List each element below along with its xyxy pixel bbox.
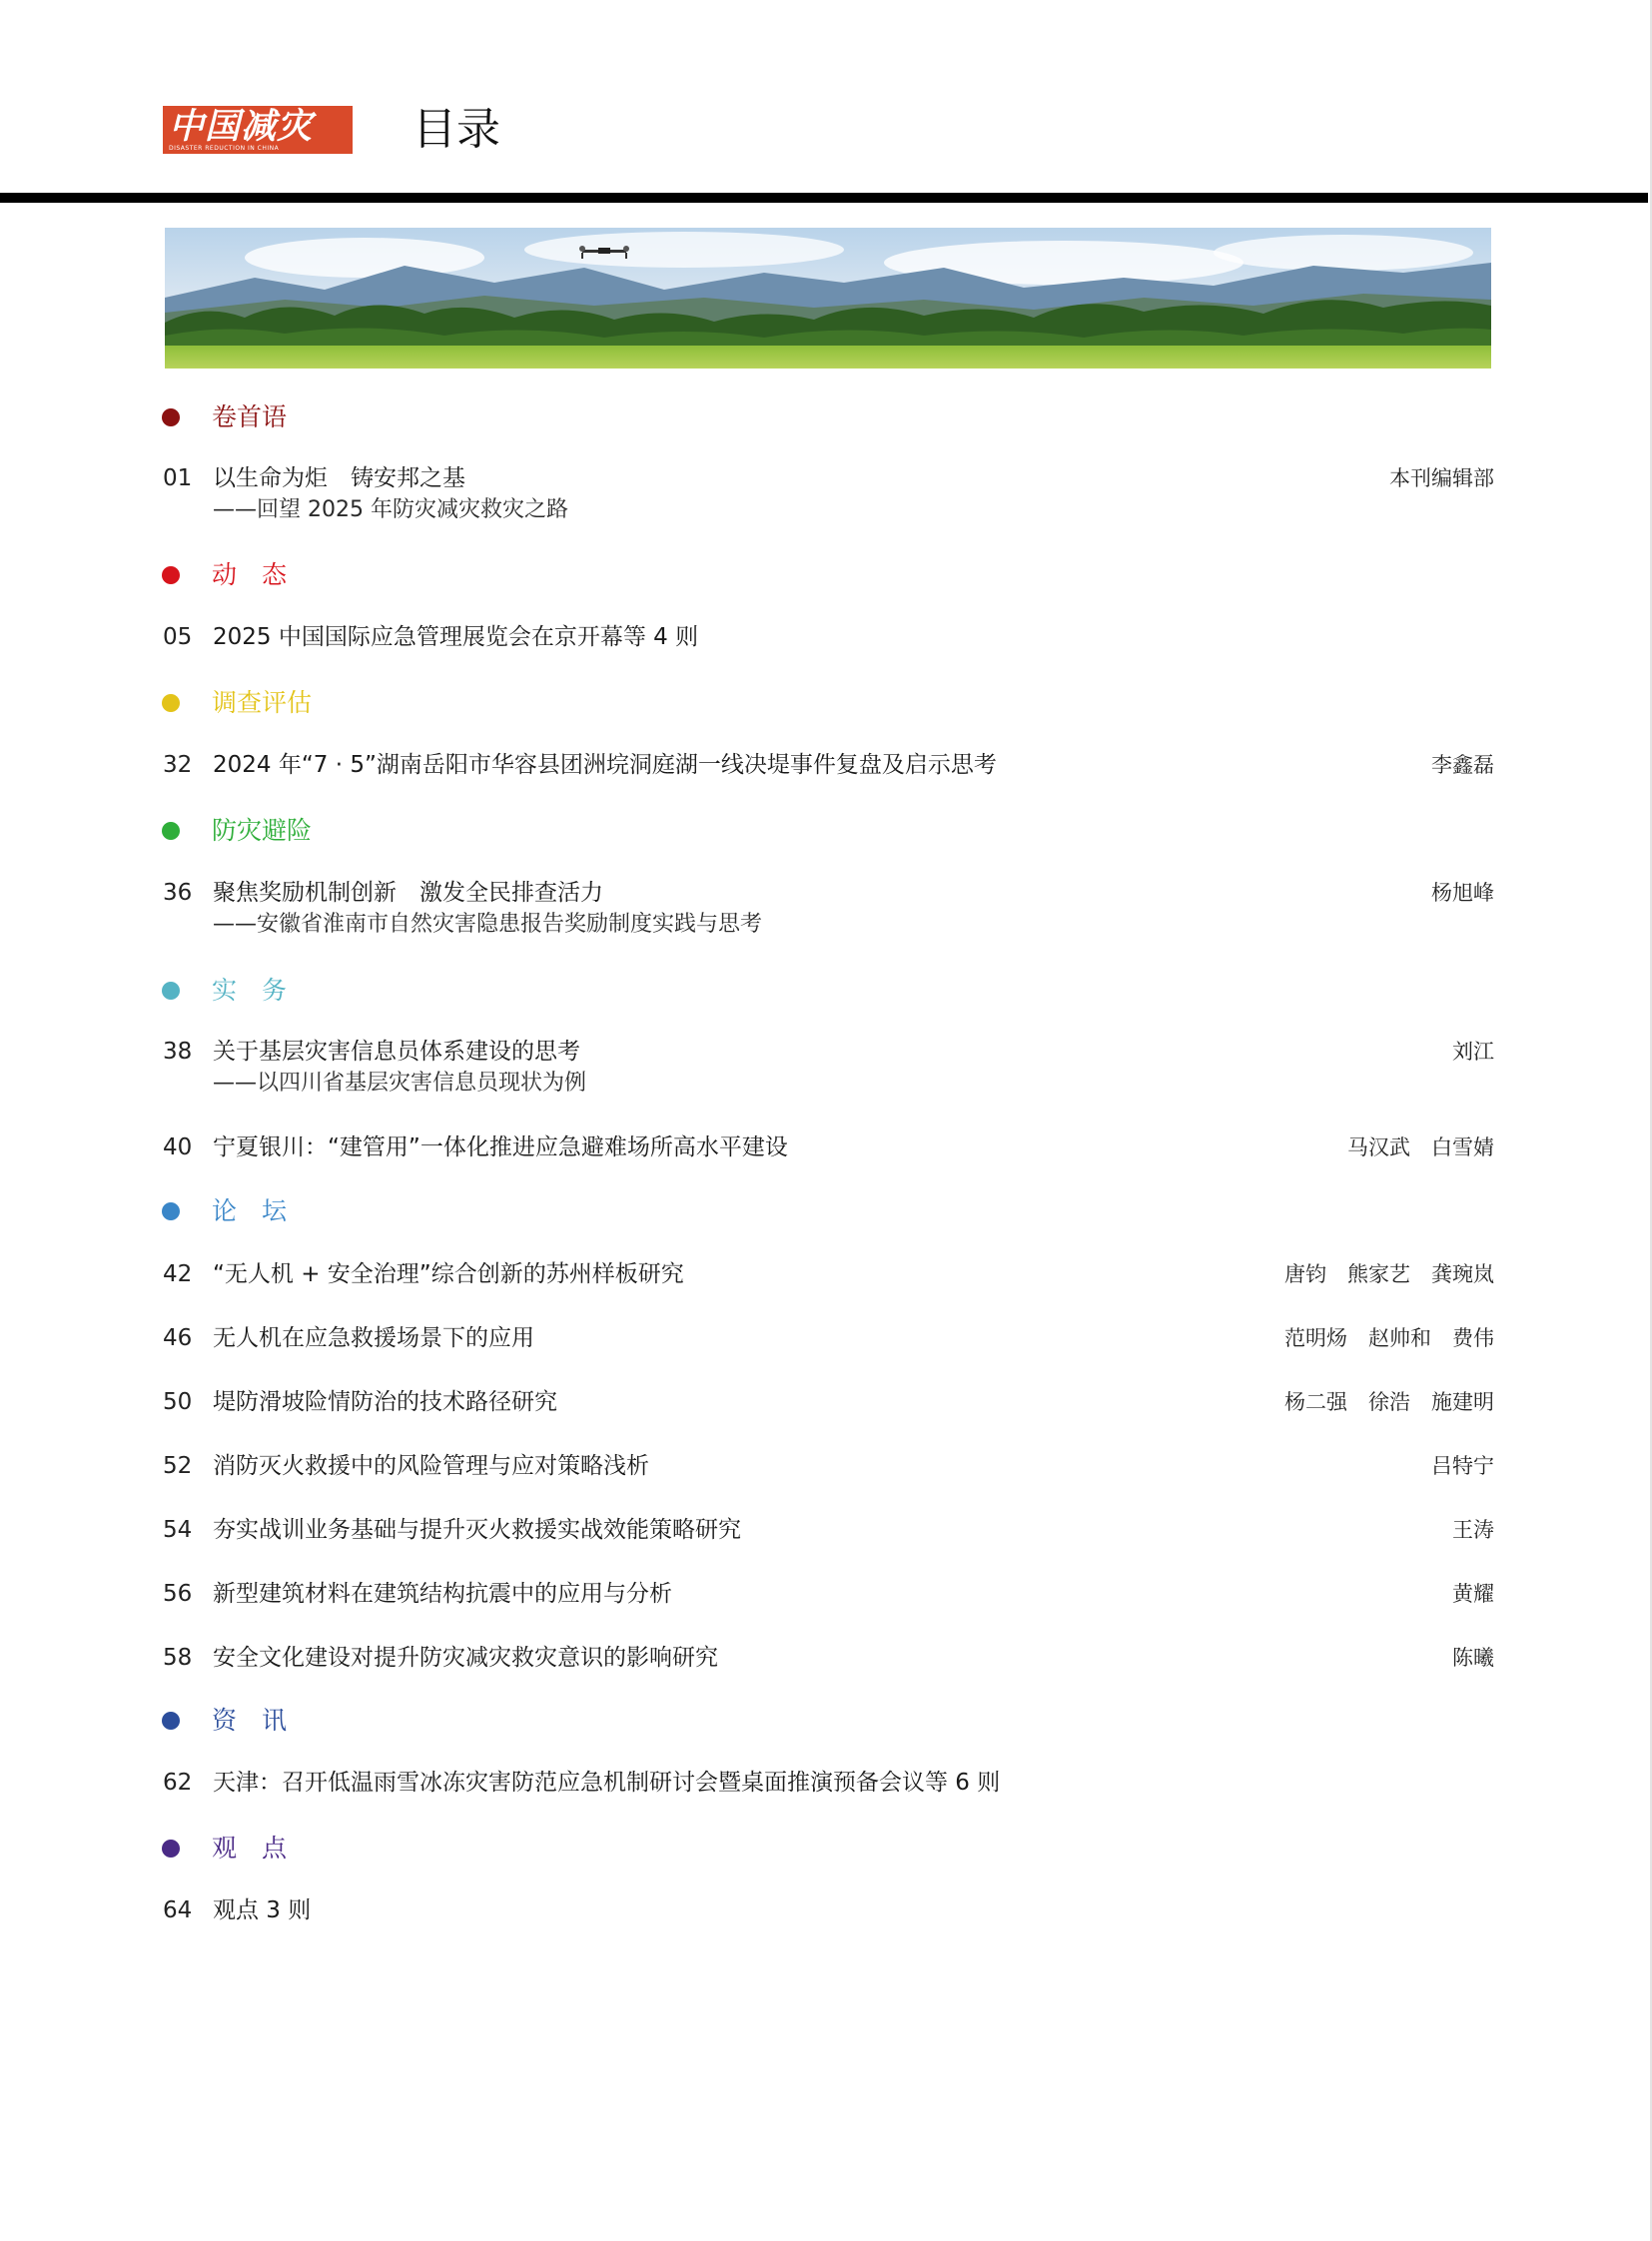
header-rule [0, 193, 1648, 203]
article-title: “无人机 + 安全治理”综合创新的苏州样板研究 [213, 1261, 684, 1287]
section-bullet-icon [162, 1840, 180, 1858]
section-label: 动 态 [212, 560, 288, 589]
article-subtitle: ——回望 2025 年防灾减灾救灾之路 [213, 497, 568, 522]
magazine-logo [163, 106, 353, 154]
article-title: 关于基层灾害信息员体系建设的思考 [213, 1039, 580, 1065]
section-label: 观 点 [212, 1834, 288, 1863]
page-number: 58 [163, 1645, 193, 1671]
section-header [0, 971, 1652, 1011]
section-bullet-icon [162, 694, 180, 712]
section-header [0, 1829, 1652, 1868]
page-number: 01 [163, 465, 193, 491]
article-subtitle: ——以四川省基层灾害信息员现状为例 [213, 1071, 587, 1096]
page-number: 54 [163, 1517, 193, 1543]
article-title: 消防灭火救援中的风险管理与应对策略浅析 [213, 1453, 649, 1479]
section-label: 论 坛 [212, 1196, 288, 1225]
article-title: 2025 中国国际应急管理展览会在京开幕等 4 则 [213, 624, 699, 650]
section-header [0, 397, 1652, 437]
logo-subtitle: DISASTER REDUCTION IN CHINA [169, 145, 280, 152]
article-title: 聚焦奖励机制创新 激发全民排查活力 [213, 880, 603, 906]
article-subtitle: ——安徽省淮南市自然灾害隐患报告奖励制度实践与思考 [213, 912, 763, 937]
section-label: 调查评估 [212, 688, 313, 717]
section-label: 资 讯 [212, 1706, 288, 1735]
page-number: 36 [163, 880, 193, 906]
article-authors: 刘江 [1452, 1040, 1494, 1064]
article-authors: 马汉武 白雪婧 [1347, 1135, 1494, 1159]
article-authors: 杨二强 徐浩 施建明 [1284, 1390, 1494, 1414]
page-title: 目录 [413, 104, 500, 155]
page-number: 46 [163, 1325, 193, 1351]
article-title: 天津：召开低温雨雪冰冻灾害防范应急机制研讨会暨桌面推演预备会议等 6 则 [213, 1770, 1001, 1796]
article-title: 以生命为炬 铸安邦之基 [213, 465, 465, 491]
article-authors: 范明炀 赵帅和 费伟 [1284, 1326, 1494, 1350]
section-bullet-icon [162, 1712, 180, 1730]
section-header [0, 811, 1652, 851]
page-number: 52 [163, 1453, 193, 1479]
section-bullet-icon [162, 408, 180, 426]
section-label: 实 务 [212, 976, 288, 1005]
article-title: 堤防滑坡险情防治的技术路径研究 [213, 1389, 557, 1415]
page-number: 40 [163, 1134, 193, 1160]
section-header [0, 555, 1652, 595]
article-title: 夯实战训业务基础与提升灭火救援实战效能策略研究 [213, 1517, 741, 1543]
article-title: 新型建筑材料在建筑结构抗震中的应用与分析 [213, 1581, 672, 1607]
article-authors: 吕特宁 [1431, 1454, 1494, 1478]
section-header [0, 683, 1652, 723]
section-label: 卷首语 [212, 402, 288, 431]
article-authors: 王涛 [1452, 1518, 1494, 1542]
article-title: 观点 3 则 [213, 1897, 312, 1923]
section-header [0, 1701, 1652, 1741]
section-bullet-icon [162, 982, 180, 1000]
section-header [0, 1191, 1652, 1231]
article-authors: 陈曦 [1452, 1646, 1494, 1670]
page-number: 56 [163, 1581, 193, 1607]
article-title: 无人机在应急救援场景下的应用 [213, 1325, 534, 1351]
page-number: 05 [163, 624, 193, 650]
page-number: 62 [163, 1770, 193, 1796]
article-title: 宁夏银川：“建管用”一体化推进应急避难场所高水平建设 [213, 1134, 788, 1160]
article-authors: 本刊编辑部 [1389, 466, 1494, 490]
section-bullet-icon [162, 566, 180, 584]
article-authors: 黄耀 [1452, 1582, 1494, 1606]
section-bullet-icon [162, 1202, 180, 1220]
article-authors: 杨旭峰 [1431, 881, 1494, 905]
page-number: 32 [163, 752, 193, 778]
article-authors: 李鑫磊 [1431, 753, 1494, 777]
landscape-with-drone-icon [165, 228, 1491, 369]
article-title: 2024 年“7 · 5”湖南岳阳市华容县团洲垸洞庭湖一线决堤事件复盘及启示思考 [213, 752, 997, 778]
logo-text: 中国减灾 [169, 107, 314, 147]
article-authors: 唐钧 熊家艺 龚琬岚 [1284, 1262, 1494, 1286]
page-number: 42 [163, 1261, 193, 1287]
page-number: 64 [163, 1897, 193, 1923]
section-label: 防灾避险 [212, 816, 313, 845]
article-title: 安全文化建设对提升防灾减灾救灾意识的影响研究 [213, 1645, 718, 1671]
section-bullet-icon [162, 822, 180, 840]
page-number: 50 [163, 1389, 193, 1415]
page-number: 38 [163, 1039, 193, 1065]
landscape-banner [165, 228, 1491, 369]
